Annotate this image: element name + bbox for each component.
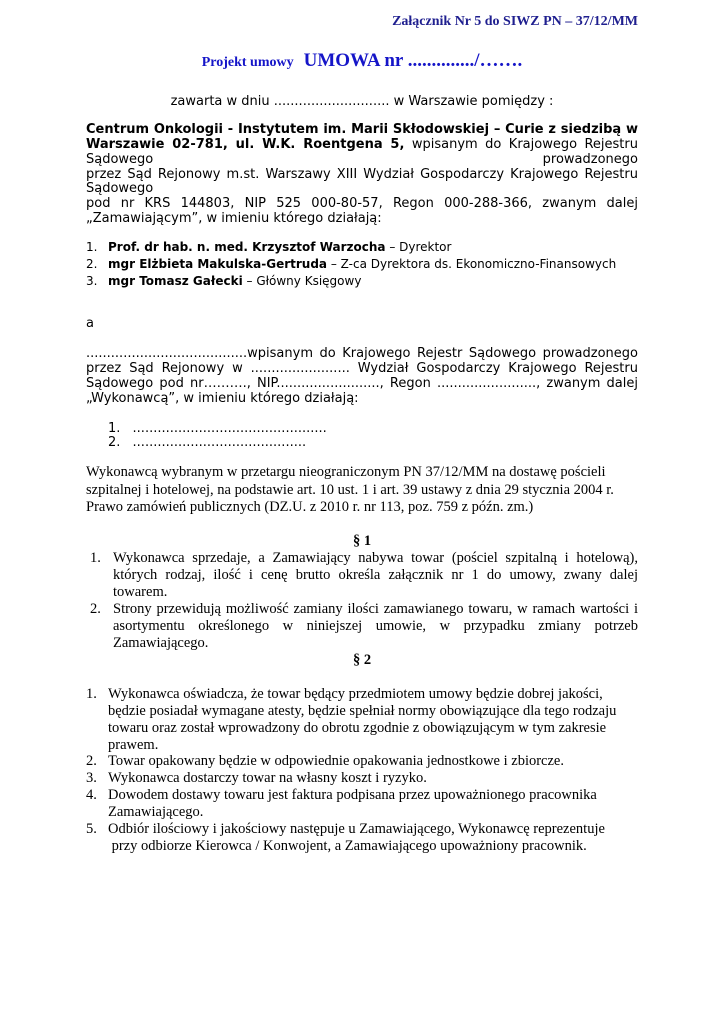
section-1-heading: § 1 xyxy=(352,533,372,549)
intro-line: zawarta w dniu ............................ w Warszawie pomiędzy : xyxy=(170,94,554,109)
party1-line-4: przez Sąd Rejonowy m.st. Warszawy XIII Wydział Gospodarczy Krajowego Rejestru xyxy=(86,167,638,182)
party2-line-3: Sądowego pod nr………., NIP........................., Regon ........................, zwanym dalej xyxy=(86,376,638,391)
representative-item: 2. mgr Elżbieta Makulska-Gertruda – Z-ca Dyrektora ds. Ekonomiczno-Finansowych xyxy=(86,257,617,271)
party2-line-2: przez Sąd Rejonowy w ........................ Wydział Gospodarczy Krajowego Rejestru xyxy=(86,361,638,376)
representative-item: 3. mgr Tomasz Gałecki – Główny Księgowy xyxy=(86,274,362,288)
party1-address: Warszawie 02-781, ul. W.K. Roentgena 5, xyxy=(86,137,405,152)
contractor-rep-item: 1. ............................................... xyxy=(108,421,327,436)
party1-line-2: Warszawie 02-781, ul. W.K. Roentgena 5, wpisanym do Krajowego Rejestru xyxy=(86,137,638,152)
document-title xyxy=(0,50,724,72)
party1-line-6: pod nr KRS 144803, NIP 525 000-80-57, Regon 000-288-366, zwanym dalej xyxy=(86,196,638,211)
tender-line-3: Prawo zamówień publicznych (DZ.U. z 2010 r. nr 113, poz. 759 z późn. zm.) xyxy=(86,499,534,515)
tender-line-1: Wykonawcą wybranym w przetargu nieograniczonym PN 37/12/MM na dostawę pościeli xyxy=(86,464,606,480)
party1-line-5: Sądowego xyxy=(86,181,154,196)
project-label: Projekt umowy xyxy=(201,55,294,70)
party1-line-1: Centrum Onkologii - Instytutem im. Marii Skłodowskiej – Curie z siedzibą w xyxy=(86,122,638,137)
party2-line-4: „Wykonawcą”, w imieniu którego działają: xyxy=(86,391,359,406)
party2-line-1: .......................................wpisanym do Krajowego Rejestr Sądowego prowadzonego xyxy=(86,346,638,361)
representative-item: 1. Prof. dr hab. n. med. Krzysztof Warzocha – Dyrektor xyxy=(86,240,452,254)
section-2-heading: § 2 xyxy=(352,652,372,668)
attachment-header: Załącznik Nr 5 do SIWZ PN – 37/12/MM xyxy=(392,14,638,29)
tender-line-2: szpitalnej i hotelowej, na podstawie art. 10 ust. 1 i art. 39 ustawy z dnia 29 stycznia 2004 r. xyxy=(86,482,614,498)
contract-title: UMOWA nr ............../……. xyxy=(303,50,523,71)
party1-line-7: „Zamawiającym”, w imieniu którego działają: xyxy=(86,211,382,226)
and-separator: a xyxy=(86,316,94,331)
party1-line-3: Sądowego prowadzonego xyxy=(86,152,638,167)
contractor-rep-item: 2. .......................................... xyxy=(108,435,307,450)
